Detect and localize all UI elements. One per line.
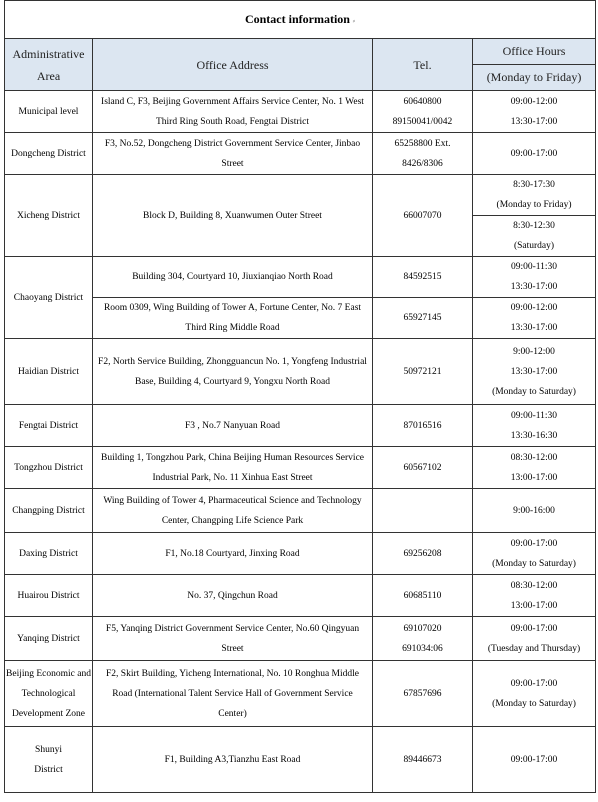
tel-cell: 84592515 [373, 257, 473, 298]
hours-cell: 09:00-11:30 13:30-16:30 [473, 405, 596, 447]
table-row [5, 257, 596, 298]
tel-cell: 69107020 691034:06 [373, 617, 473, 661]
tel-cell: 87016516 [373, 405, 473, 447]
address-cell: F3 , No.7 Nanyuan Road [93, 405, 373, 447]
hours-cell: 08:30-12:00 13:00-17:00 [473, 575, 596, 617]
hours-cell: 8:30-17:30 (Monday to Friday) 8:30-12:30 (Saturday) [473, 175, 596, 257]
address-cell: Building 304, Courtyard 10, Jiuxianqiao North Road [93, 257, 373, 298]
area-cell: Beijing Economic and Technological Development Zone [5, 661, 93, 727]
table-row [5, 339, 596, 405]
table-title: Contact information [244, 11, 350, 26]
tel-cell: 60685110 [373, 575, 473, 617]
area-cell: Shunyi District [5, 727, 93, 793]
area-cell: Xicheng District [5, 175, 93, 257]
tel-cell: 89446673 [373, 727, 473, 793]
hours-cell: 9:00-12:00 13:30-17:00 (Monday to Saturday) [473, 339, 596, 405]
hours-cell: 09:00-17:00 (Monday to Saturday) [473, 533, 596, 575]
table-row [5, 175, 596, 257]
tel-cell: 60567102 [373, 447, 473, 489]
header-row [5, 39, 596, 91]
hours-cell: 08:30-12:00 13:00-17:00 [473, 447, 596, 489]
table-row [5, 133, 596, 175]
address-cell: Building 1, Tongzhou Park, China Beijing Human Resources Service Industrial Park, No. 11 Xinhua East Street [93, 447, 373, 489]
address-cell: No. 37, Qingchun Road [93, 575, 373, 617]
address-cell: F3, No.52, Dongcheng District Government Service Center, Jinbao Street [93, 133, 373, 175]
address-cell: F5, Yanqing District Government Service Center, No.60 Qingyuan Street [93, 617, 373, 661]
table-row [5, 91, 596, 133]
header-area: Administrative Area [5, 39, 93, 91]
area-cell: Chaoyang District [5, 257, 93, 339]
table-row [5, 661, 596, 727]
header-address: Office Address [93, 39, 373, 91]
area-cell: Haidian District [5, 339, 93, 405]
table-row [5, 489, 596, 533]
area-cell: Dongcheng District [5, 133, 93, 175]
tel-cell: 65258800 Ext. 8426/8306 [373, 133, 473, 175]
hours-cell: 9:00-16:00 [473, 489, 596, 533]
area-cell: Daxing District [5, 533, 93, 575]
tel-cell: 69256208 [373, 533, 473, 575]
area-cell: Fengtai District [5, 405, 93, 447]
table-row [5, 575, 596, 617]
header-hours: Office Hours (Monday to Friday) [473, 39, 596, 91]
table-row [5, 447, 596, 489]
area-cell: Tongzhou District [5, 447, 93, 489]
table-row [5, 298, 596, 339]
hours-cell: 09:00-17:00 [473, 133, 596, 175]
tel-cell: 65927145 [373, 298, 473, 339]
title-row [5, 1, 596, 39]
address-cell: F2, Skirt Building, Yicheng International, No. 10 Ronghua Middle Road (International Talent Service Hall of Government Service Center) [93, 661, 373, 727]
hours-cell: 09:00-17:00 [473, 727, 596, 793]
address-cell: F2, North Service Building, Zhongguancun No. 1, Yongfeng Industrial Base, Building 4, Courtyard 9, Yongxu North Road [93, 339, 373, 405]
tel-cell: 60640800 89150041/0042 [373, 91, 473, 133]
area-cell: Yanqing District [5, 617, 93, 661]
hours-cell: 09:00-17:00 (Monday to Saturday) [473, 661, 596, 727]
hours-cell: 09:00-12:00 13:30-17:00 [473, 298, 596, 339]
tel-cell: 67857696 [373, 661, 473, 727]
table-row [5, 727, 596, 793]
hours-cell: 09:00-12:00 13:30-17:00 [473, 91, 596, 133]
table-row [5, 405, 596, 447]
area-cell: Changping District [5, 489, 93, 533]
tel-cell [373, 489, 473, 533]
address-cell: Room 0309, Wing Building of Tower A, Fortune Center, No. 7 East Third Ring Middle Road [93, 298, 373, 339]
header-tel: Tel. [373, 39, 473, 91]
address-cell: F1, No.18 Courtyard, Jinxing Road [93, 533, 373, 575]
tel-cell: 50972121 [373, 339, 473, 405]
area-cell: Municipal level [5, 91, 93, 133]
table-title-cell: Contact information ⸗ [5, 1, 596, 39]
address-cell: Block D, Building 8, Xuanwumen Outer Street [93, 175, 373, 257]
table-row [5, 617, 596, 661]
contact-table [4, 0, 596, 793]
hours-cell: 09:00-17:00 (Tuesday and Thursday) [473, 617, 596, 661]
hours-cell: 09:00-11:30 13:30-17:00 [473, 257, 596, 298]
address-cell: Wing Building of Tower 4, Pharmaceutical Science and Technology Center, Changping Life Science Park [93, 489, 373, 533]
address-cell: F1, Building A3,Tianzhu East Road [93, 727, 373, 793]
address-cell: Island C, F3, Beijing Government Affairs Service Center, No. 1 West Third Ring South Road, Fengtai District [93, 91, 373, 133]
tel-cell: 66007070 [373, 175, 473, 257]
table-row [5, 533, 596, 575]
area-cell: Huairou District [5, 575, 93, 617]
